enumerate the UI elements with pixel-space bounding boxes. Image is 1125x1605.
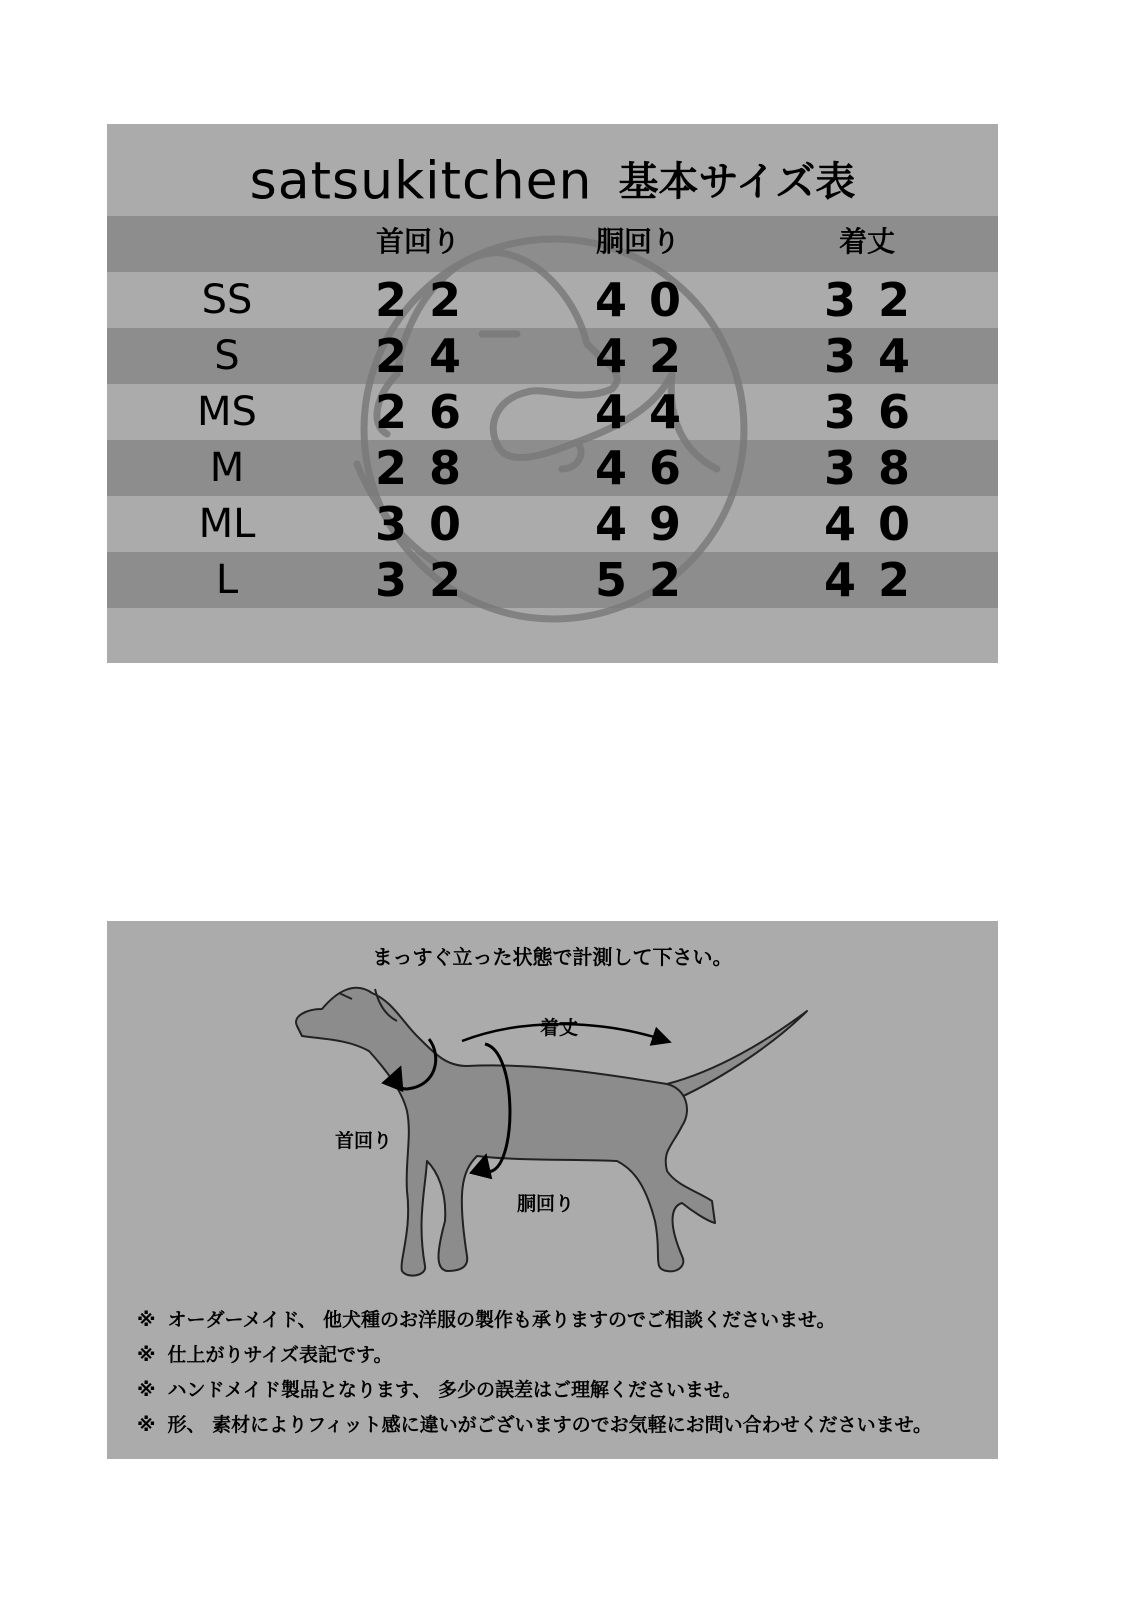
notes-list (137, 1303, 932, 1443)
neck-value: 22 (374, 273, 483, 327)
brand-name: satsukitchen (249, 151, 593, 212)
size-label: MS (197, 389, 257, 435)
chart-title: 基本サイズ表 (618, 158, 856, 205)
measurement-guide-card (107, 921, 998, 1459)
chest-value: 42 (594, 329, 703, 383)
length-value: 34 (823, 329, 932, 383)
size-label: L (215, 557, 239, 603)
length-value: 40 (823, 497, 932, 551)
chest-value: 44 (594, 385, 703, 439)
size-label: M (209, 445, 245, 491)
size-label: ML (198, 501, 256, 547)
chest-value: 46 (594, 441, 703, 495)
chest-value: 49 (594, 497, 703, 551)
note-item: ※ オーダーメイド、 他犬種のお洋服の製作も承りますのでご相談くださいませ。 (137, 1309, 836, 1331)
size-chart-title (107, 146, 998, 217)
neck-value: 28 (374, 441, 483, 495)
note-item: ※ 仕上がりサイズ表記です。 (137, 1344, 393, 1366)
note-item: ※ ハンドメイド製品となります、 多少の誤差はご理解くださいませ。 (137, 1379, 742, 1401)
neck-value: 24 (374, 329, 483, 383)
neck-value: 30 (374, 497, 483, 551)
length-label: 着丈 (540, 1017, 579, 1039)
chest-label: 胴回り (517, 1193, 575, 1215)
size-label: SS (201, 277, 253, 323)
length-value: 36 (823, 385, 932, 439)
size-table-card (107, 124, 998, 663)
neck-value: 32 (374, 553, 483, 607)
neck-value: 26 (374, 385, 483, 439)
length-value: 32 (823, 273, 932, 327)
neck-label: 首回り (335, 1130, 393, 1152)
chest-value: 52 (594, 553, 703, 607)
header-chest: 胴回り (595, 225, 680, 258)
dog-measurement-illustration (107, 921, 998, 1301)
length-value: 38 (823, 441, 932, 495)
size-label: S (214, 333, 240, 379)
chest-value: 40 (594, 273, 703, 327)
measurement-instruction: まっすぐ立った状態で計測して下さい。 (372, 945, 733, 969)
length-value: 42 (823, 553, 932, 607)
note-item: ※ 形、 素材によりフィット感に違いがございますのでお気軽にお問い合わせくださいませ。 (137, 1414, 933, 1436)
header-neck: 首回り (375, 225, 460, 258)
header-length: 着丈 (838, 225, 895, 258)
